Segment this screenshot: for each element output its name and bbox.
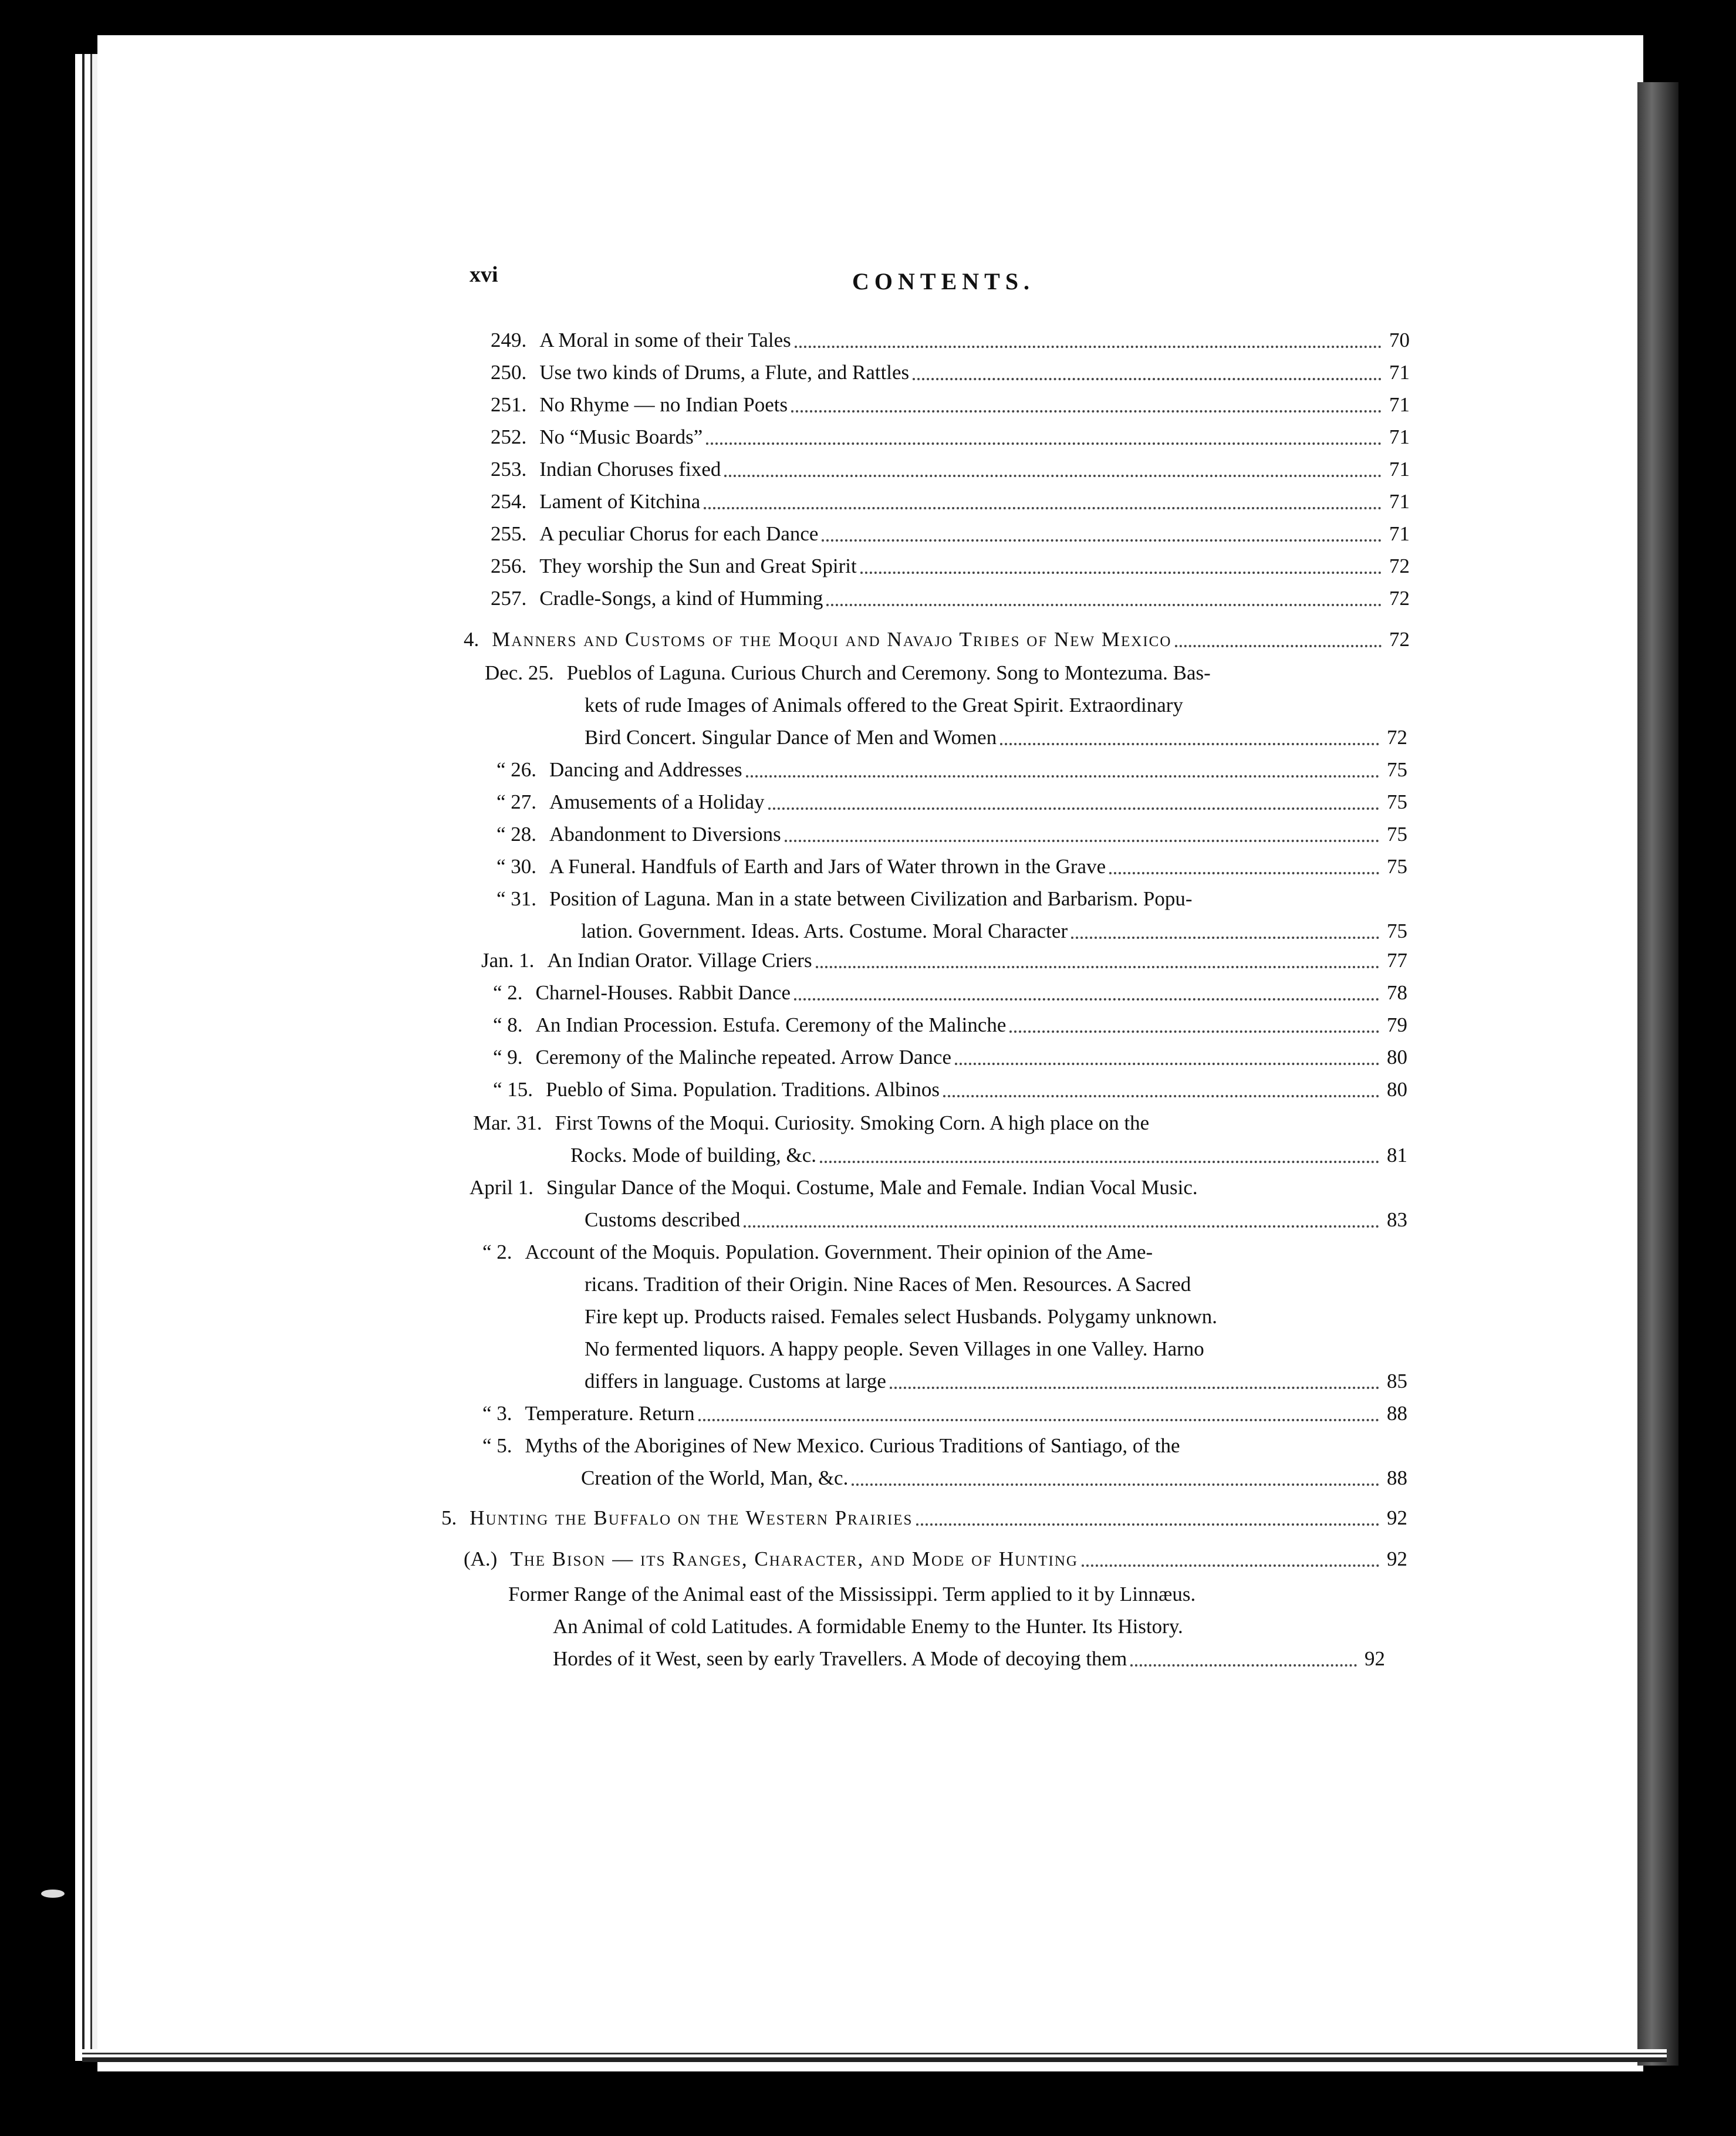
dot-leader	[1130, 1664, 1357, 1667]
dot-leader	[1082, 1564, 1379, 1567]
running-head-title: CONTENTS.	[852, 268, 1035, 295]
toc-entry-dec-25	[485, 661, 1377, 685]
entry-page: 71	[1389, 393, 1410, 416]
entry-page: 92	[1365, 1647, 1385, 1670]
entry-title: First Towns of the Moqui. Curiosity. Smoking Corn. A high place on the	[555, 1111, 1150, 1134]
subsection-title: The Bison — its Ranges, Character, and Mode of Hunting	[510, 1547, 1078, 1570]
toc-entry-252	[491, 425, 1410, 449]
entry-number: 249.	[491, 329, 527, 352]
toc-entry-mar-31-end	[570, 1144, 1407, 1167]
dot-leader	[826, 603, 1382, 606]
subsection-label: (A.)	[464, 1547, 498, 1570]
entry-page: 71	[1389, 490, 1410, 513]
entry-page: 81	[1387, 1144, 1407, 1167]
dot-leader	[860, 571, 1382, 574]
dot-leader	[791, 410, 1382, 413]
section-heading-5	[441, 1506, 1407, 1530]
toc-entry-jan-9	[493, 1046, 1407, 1069]
page-bottom-edge	[82, 2049, 1667, 2062]
dot-leader	[1009, 1030, 1379, 1033]
entry-title: An Indian Orator. Village Criers	[547, 949, 812, 972]
entry-date: “ 26.	[497, 758, 537, 781]
toc-entry-254	[491, 490, 1410, 513]
entry-page: 71	[1389, 361, 1410, 384]
entry-continuation: Rocks. Mode of building, &c.	[570, 1144, 816, 1167]
entry-number: 255.	[491, 522, 527, 545]
dot-leader	[698, 1418, 1379, 1421]
entry-date: “ 31.	[497, 887, 537, 910]
entry-page: 72	[1389, 628, 1410, 651]
entry-number: 253.	[491, 458, 527, 481]
entry-page: 75	[1387, 790, 1407, 813]
toc-entry-apr-2	[482, 1241, 1363, 1264]
entry-date: Jan. 1.	[481, 949, 535, 972]
entry-page: 71	[1389, 522, 1410, 545]
toc-entry-jan-2	[493, 981, 1407, 1005]
section-number: 5.	[441, 1506, 457, 1529]
entry-date: “ 15.	[493, 1078, 533, 1101]
dot-leader	[768, 807, 1379, 810]
entry-page: 78	[1387, 981, 1407, 1004]
toc-entry-257	[491, 587, 1410, 610]
entry-continuation: lation. Government. Ideas. Arts. Costume. Moral Character	[581, 920, 1068, 942]
entry-number: 250.	[491, 361, 527, 384]
entry-date: “ 30.	[497, 855, 537, 878]
toc-entry-dec-27	[497, 790, 1407, 814]
entry-number: 254.	[491, 490, 527, 513]
entry-continuation: ricans. Tradition of their Origin. Nine Races of Men. Resources. A Sacred	[585, 1273, 1191, 1296]
entry-date: “ 2.	[493, 981, 523, 1004]
entry-title: Lament of Kitchina	[539, 490, 701, 513]
entry-date: “ 5.	[482, 1434, 512, 1457]
section-title: Hunting the Buffalo on the Western Prairies	[470, 1506, 913, 1529]
entry-date: “ 27.	[497, 790, 537, 813]
toc-entry-dec-31-end	[581, 920, 1407, 943]
entry-continuation: differs in language. Customs at large	[585, 1370, 886, 1393]
toc-entry-apr-1-end	[585, 1208, 1407, 1232]
dot-leader	[1109, 871, 1379, 874]
entry-page: 85	[1387, 1370, 1407, 1393]
toc-entry-dec-28	[497, 823, 1407, 846]
toc-entry-dec-31	[497, 887, 1377, 911]
dot-leader	[913, 377, 1382, 380]
dot-leader	[916, 1523, 1379, 1526]
entry-title: Abandonment to Diversions	[549, 823, 781, 846]
entry-continuation: Customs described	[585, 1208, 741, 1231]
entry-number: 251.	[491, 393, 527, 416]
entry-date: April 1.	[470, 1176, 533, 1199]
dot-leader	[706, 442, 1382, 445]
entry-continuation: Creation of the World, Man, &c.	[581, 1466, 849, 1489]
dot-leader	[890, 1386, 1379, 1389]
entry-page: 92	[1387, 1506, 1407, 1529]
dot-leader	[746, 775, 1379, 778]
dot-leader	[822, 539, 1382, 542]
dot-leader	[785, 839, 1379, 842]
entry-page: 77	[1387, 949, 1407, 972]
toc-entry-jan-8	[493, 1013, 1407, 1037]
entry-title: Former Range of the Animal east of the Mississippi. Term applied to it by Linnæus.	[508, 1583, 1196, 1606]
entry-continuation: Bird Concert. Singular Dance of Men and Women	[585, 726, 997, 749]
dot-leader	[1000, 742, 1379, 745]
entry-title: No “Music Boards”	[539, 425, 703, 448]
entry-title: A Funeral. Handfuls of Earth and Jars of Water thrown in the Grave	[549, 855, 1106, 878]
entry-date: “ 3.	[482, 1402, 512, 1425]
dot-leader	[744, 1225, 1379, 1228]
toc-entry-251	[491, 393, 1410, 417]
entry-page: 72	[1387, 726, 1407, 749]
entry-page: 72	[1389, 587, 1410, 610]
section-title: Manners and Customs of the Moqui and Navajo Tribes of New Mexico	[492, 628, 1172, 651]
entry-page: 80	[1387, 1078, 1407, 1101]
toc-entry-256	[491, 555, 1410, 578]
toc-entry-jan-1	[481, 949, 1407, 972]
entry-date: “ 8.	[493, 1013, 523, 1036]
entry-date: Mar. 31.	[473, 1111, 542, 1134]
entry-page: 75	[1387, 855, 1407, 878]
gutter-shadow	[1637, 82, 1678, 2066]
entry-page: 83	[1387, 1208, 1407, 1231]
toc-entry-former-range-end	[553, 1647, 1385, 1671]
dot-leader	[704, 506, 1382, 509]
entry-title: Singular Dance of the Moqui. Costume, Male and Female. Indian Vocal Music.	[546, 1176, 1198, 1199]
entry-page: 75	[1387, 823, 1407, 846]
entry-title: Pueblos of Laguna. Curious Church and Ceremony. Song to Montezuma. Bas-	[566, 661, 1211, 684]
dot-leader	[816, 965, 1379, 968]
entry-page: 79	[1387, 1013, 1407, 1036]
entry-page: 71	[1389, 425, 1410, 448]
entry-date: Dec. 25.	[485, 661, 554, 684]
dot-leader	[852, 1483, 1379, 1486]
dot-leader	[794, 998, 1379, 1001]
dot-leader	[795, 345, 1382, 348]
entry-title: Use two kinds of Drums, a Flute, and Rattles	[539, 361, 910, 384]
toc-entry-253	[491, 458, 1410, 481]
entry-number: 256.	[491, 555, 527, 577]
toc-entry-apr-1	[470, 1176, 1362, 1199]
dot-leader	[1175, 644, 1382, 647]
entry-date: “ 28.	[497, 823, 537, 846]
entry-page: 71	[1389, 458, 1410, 481]
entry-title: They worship the Sun and Great Spirit	[539, 555, 857, 577]
entry-date: “ 2.	[482, 1241, 512, 1263]
toc-entry-mar-31	[473, 1111, 1353, 1135]
dot-leader	[955, 1062, 1379, 1065]
toc-entry-apr-5	[482, 1434, 1363, 1458]
entry-title: No Rhyme — no Indian Poets	[539, 393, 788, 416]
entry-title: A Moral in some of their Tales	[539, 329, 791, 352]
toc-entry-dec-25-end	[585, 726, 1407, 749]
entry-title: Pueblo of Sima. Population. Traditions. Albinos	[546, 1078, 940, 1101]
entry-title: A peculiar Chorus for each Dance	[539, 522, 819, 545]
entry-continuation: Fire kept up. Products raised. Females select Husbands. Polygamy unknown.	[585, 1305, 1218, 1328]
toc-entry-apr-5-end	[581, 1466, 1407, 1490]
page-number: xvi	[470, 262, 498, 287]
entry-page: 88	[1387, 1402, 1407, 1425]
entry-number: 257.	[491, 587, 527, 610]
dot-leader	[820, 1160, 1379, 1163]
entry-date: “ 9.	[493, 1046, 523, 1069]
entry-title: Myths of the Aborigines of New Mexico. Curious Traditions of Santiago, of the	[525, 1434, 1180, 1457]
entry-page: 88	[1387, 1466, 1407, 1489]
entry-title: Dancing and Addresses	[549, 758, 742, 781]
toc-entry-jan-15	[493, 1078, 1407, 1101]
entry-continuation: An Animal of cold Latitudes. A formidable Enemy to the Hunter. Its History.	[553, 1615, 1183, 1638]
entry-continuation: Hordes of it West, seen by early Travellers. A Mode of decoying them	[553, 1647, 1127, 1670]
entry-continuation: No fermented liquors. A happy people. Seven Villages in one Valley. Harno	[585, 1337, 1204, 1360]
toc-entry-250	[491, 361, 1410, 384]
entry-page: 75	[1387, 920, 1407, 942]
section-number: 4.	[464, 628, 479, 651]
entry-page: 72	[1389, 555, 1410, 577]
entry-continuation: kets of rude Images of Animals offered to the Great Spirit. Extraordinary	[585, 694, 1183, 716]
entry-title: Temperature. Return	[525, 1402, 695, 1425]
toc-entry-apr-3	[482, 1402, 1407, 1425]
entry-number: 252.	[491, 425, 527, 448]
toc-entry-apr-2-end	[585, 1370, 1407, 1393]
dot-leader	[943, 1094, 1379, 1097]
entry-title: Cradle-Songs, a kind of Humming	[539, 587, 823, 610]
entry-title: Ceremony of the Malinche repeated. Arrow Dance	[535, 1046, 952, 1069]
entry-page: 80	[1387, 1046, 1407, 1069]
toc-entry-dec-26	[497, 758, 1407, 782]
page-stack-edge	[75, 54, 99, 2061]
entry-title: Amusements of a Holiday	[549, 790, 765, 813]
scan-speck	[41, 1890, 65, 1898]
entry-title: Position of Laguna. Man in a state between Civilization and Barbarism. Popu-	[549, 887, 1193, 910]
toc-entry-dec-30	[497, 855, 1407, 878]
entry-title: Charnel-Houses. Rabbit Dance	[535, 981, 791, 1004]
dot-leader	[1071, 936, 1379, 939]
entry-page: 70	[1389, 329, 1410, 352]
entry-page: 75	[1387, 758, 1407, 781]
entry-title: Indian Choruses fixed	[539, 458, 721, 481]
entry-title: An Indian Procession. Estufa. Ceremony of the Malinche	[535, 1013, 1007, 1036]
toc-entry-249	[491, 329, 1410, 352]
section-heading-4	[464, 628, 1410, 651]
entry-page: 92	[1387, 1547, 1407, 1570]
dot-leader	[724, 474, 1382, 477]
toc-entry-255	[491, 522, 1410, 546]
entry-title: Account of the Moquis. Population. Government. Their opinion of the Ame-	[525, 1241, 1153, 1263]
subsection-heading-a	[464, 1547, 1407, 1571]
